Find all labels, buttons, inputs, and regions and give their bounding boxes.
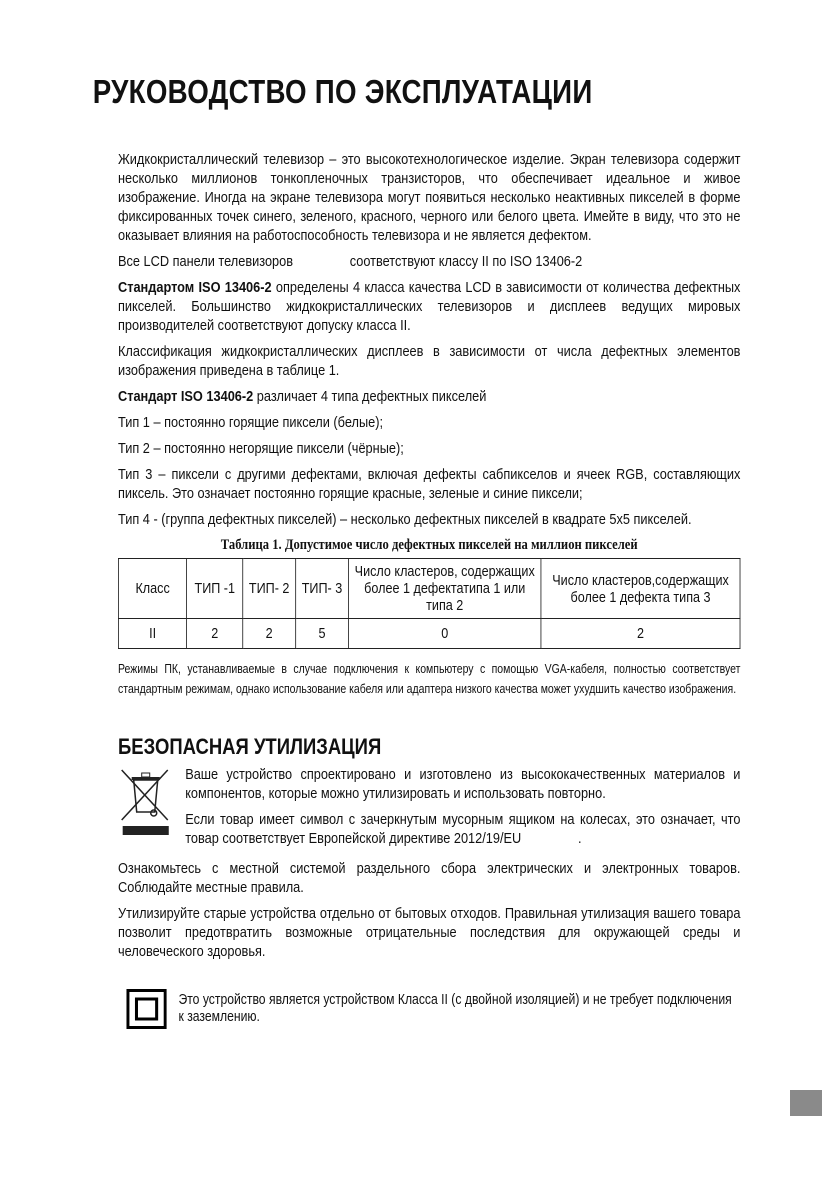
- header-cell: Число кластеров,содержащих более 1 дефекта типа 3: [541, 559, 740, 619]
- defect-table: [118, 558, 740, 649]
- disposal-intro-row: [118, 765, 744, 855]
- bold-term: Стандарт: [118, 388, 178, 405]
- text: различает 4 типа дефектных пикселей: [253, 388, 487, 405]
- cell: 2: [187, 619, 243, 649]
- double-square-icon: [126, 989, 166, 1029]
- iso-ref: ISO 13406-2: [194, 279, 272, 296]
- class2-row: [126, 989, 740, 1029]
- pc-mode-note: Режимы ПК, устанавливаемые в случае подключения к компьютеру с помощью VGA-кабеля, полностью соответствует стандартным режимам, однако использование кабеля или адаптера низкого качества может ухудшить качество изображения.: [118, 662, 741, 696]
- iso-ref: ISO 13406-2: [177, 388, 254, 405]
- page-title: РУКОВОДСТВО ПО ЭКСПЛУАТАЦИИ: [92, 73, 593, 110]
- disposal-heading: БЕЗОПАСНАЯ УТИЛИЗАЦИЯ: [118, 734, 382, 759]
- intro-section: [118, 150, 740, 699]
- intro-paragraph: Жидкокристаллический телевизор – это высокотехнологическое изделие. Экран телевизора содержит несколько миллионов тонкопленочных транзисторов, что обеспечивает идеальное и живое изображение. Иногда на экране телевизора могут появиться несколько неактивных пикселей в форме фиксированных точек синего, зеленого, красного, черного или белого цвета. Имейте в виду, что это не оказывает влияния на работоспособность телевизора и не является дефектом.: [118, 151, 741, 244]
- header-cell: Класс: [118, 559, 186, 619]
- page-tab-marker: [790, 1090, 822, 1116]
- lcd-class-paragraph: Все LCD панели телевизоров соответствуют классу II по ISO 13406-2: [118, 253, 583, 270]
- type-3: Тип 3 – пиксели с другими дефектами, включая дефекты сабпикселов и ячеек RGB, составляющих пиксель. Это означает постоянно горящие красные, зеленые и синие пиксели;: [118, 466, 741, 502]
- header-cell: Число кластеров, содержащих более 1 дефектатипа 1 или типа 2: [348, 559, 541, 619]
- directive-paragraph: Если товар имеет символ с зачеркнутым мусорным ящиком на колесах, это означает, что товар соответствует Европейской директиве 2012/19/EU .: [185, 811, 744, 847]
- cell: 2: [541, 619, 740, 649]
- header-cell: ТИП- 2: [243, 559, 296, 619]
- type-4: Тип 4 - (группа дефектных пикселей) – несколько дефектных пикселей в квадрате 5x5 пикселей.: [118, 511, 692, 528]
- classification-paragraph: Классификация жидкокристаллических дисплеев в зависимости от числа дефектных элементов изображения приведена в таблице 1.: [118, 343, 741, 379]
- disposal-paragraph: Ваше устройство спроектировано и изготовлено из высококачественных материалов и компонентов, которые можно утилизировать и использовать повторно.: [185, 766, 741, 802]
- header-cell: ТИП- 3: [296, 559, 349, 619]
- page-content: [92, 72, 744, 1149]
- table-header-row: [118, 559, 740, 619]
- table-row: [118, 619, 740, 649]
- class2-note: Это устройство является устройством Класса II (с двойной изоляцией) и не требует подключения к заземлению.: [178, 992, 732, 1025]
- type-2: Тип 2 – постоянно негорящие пиксели (чёрные);: [118, 440, 404, 457]
- cell: II: [118, 619, 186, 649]
- cell: 0: [348, 619, 541, 649]
- header-cell: ТИП -1: [187, 559, 243, 619]
- cell: 5: [296, 619, 349, 649]
- crossed-bin-icon: [120, 768, 172, 836]
- text: определены 4 класса качества LCD в зависимости от количества дефектных пикселей. Большинство жидкокристаллических телевизоров и дисплеев ведущих мировых производителей соответствуют допуску класса II.: [118, 279, 741, 334]
- disposal-body: [118, 859, 740, 961]
- cell: 2: [243, 619, 296, 649]
- bold-term: Стандартом: [118, 279, 195, 296]
- table-caption: Таблица 1. Допустимое число дефектных пикселей на миллион пикселей: [220, 537, 638, 553]
- standard-paragraph: [118, 278, 740, 335]
- recycling-paragraph: Утилизируйте старые устройства отдельно от бытовых отходов. Правильная утилизация вашего товара позволит предотвратить возможные отрицательные последствия для окружающей среды и человеческого здоровья.: [118, 905, 741, 960]
- local-rules-paragraph: Ознакомьтесь с местной системой раздельного сбора электрических и электронных товаров. Соблюдайте местные правила.: [118, 860, 741, 896]
- type-1: Тип 1 – постоянно горящие пиксели (белые);: [118, 414, 384, 431]
- disposal-intro: [185, 765, 744, 855]
- standard2-paragraph: [118, 387, 740, 406]
